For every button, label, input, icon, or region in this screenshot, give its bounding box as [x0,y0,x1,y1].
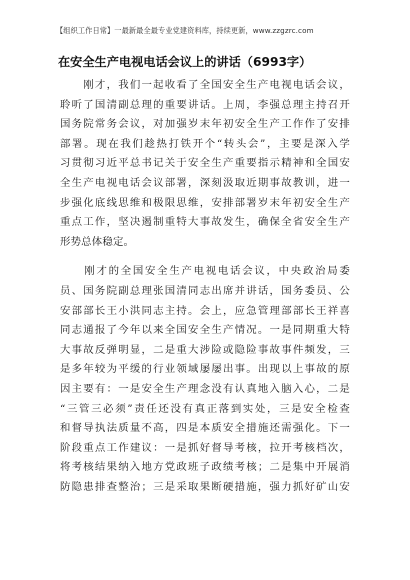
document-title: 在安全生产电视电话会议上的讲话（6993字） [58,55,312,69]
text-line: 是多年较为平缓的行业领域屡屡出事。出现以上事故的原 [60,363,350,376]
text-line: 部署。现在我们趁热打铁开个“转头会”，主要是深入学 [60,137,350,150]
text-line: 重点工作，坚决遏制重特大事故发生，确保全省安全生产 [60,216,350,229]
text-line: 阶段重点工作建议：一是抓好督导考核，拉开考核档次， [60,441,350,454]
text-line: 刚才的全国安全生产电视电话会议，中央政治局委 [60,265,350,278]
text-line: 和督导执法质量不高，四是本质安全措施还需强化。下一 [60,422,350,435]
header-banner: 【组织工作日常】一最新最全最专业党建资料库，持续更新，www.zzgzrc.com [56,26,314,35]
text-line: 安部部长王小洪同志主持。会上，应急管理部部长王祥喜 [60,304,350,317]
text-line: 将考核结果纳入地方党政班子政绩考核；二是集中开展消 [60,461,350,474]
text-line: 防隐患排查整治；三是采取果断硬措施，强力抓好矿山安 [60,480,350,493]
text-line: 聆听了国清副总理的重要讲话。上周，李强总理主持召开 [60,98,350,111]
text-line: “三管三必须”责任还没有真正落到实处，三是安全检查 [60,402,350,415]
text-line: 步强化底线思维和极限思维，安排部署岁末年初安全生产 [60,196,350,209]
text-line: 全生产电视电话会议部署，深刻汲取近期事故教训，进一 [60,176,350,189]
text-line: 刚才，我们一起收看了全国安全生产电视电话会议， [60,79,350,91]
text-line: 大事故反弹明显，二是重大涉险或隐险事故事件频发，三 [60,343,350,356]
text-line: 员、国务院副总理张国清同志出席并讲话，国务委员、公 [60,284,350,297]
text-line: 形势总体稳定。 [60,235,135,248]
text-line: 同志通报了今年以来全国安全生产情况。一是同期重大特 [60,324,350,337]
text-line: 国务院常务会议，对加强岁末年初安全生产工作作了安排 [60,118,350,131]
document-body [60,76,350,507]
paragraph-1 [60,76,350,252]
text-line: 因主要有：一是安全生产理念没有认真地入脑入心，二是 [60,382,350,395]
text-line: 习贯彻习近平总书记关于安全生产重要指示精神和全国安 [60,157,350,170]
paragraph-2 [60,262,350,497]
